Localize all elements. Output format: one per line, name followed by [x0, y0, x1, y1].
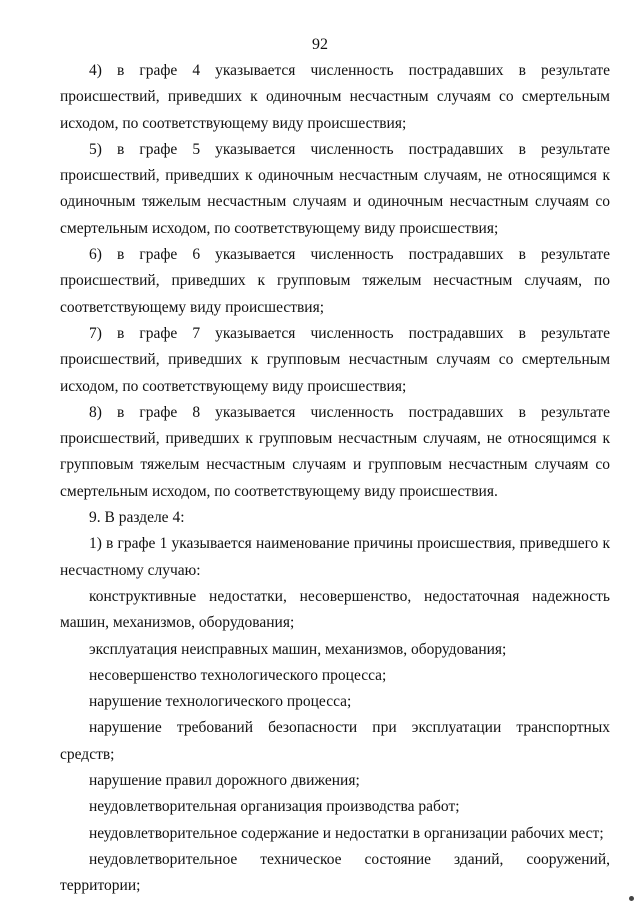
paragraph-item-5: 5) в графе 5 указывается численность пострадавших в результате происшествий, приведших к одиночным несчастным случаям, не относящимся к одиночным тяжелым несчастным случаям и одиночным несчастным случаям со смертельным исходом, по соответствующему виду происшествия;: [60, 140, 610, 237]
cause-list-item: нарушение требований безопасности при эксплуатации транспортных средств;: [60, 719, 610, 763]
cause-list-item: несовершенство технологического процесса;: [89, 666, 387, 684]
paragraph-item-4: 4) в графе 4 указывается численность пострадавших в результате происшествий, приведших к одиночным несчастным случаям со смертельным исходом, по соответствующему виду происшествия;: [60, 62, 610, 132]
cause-list-item: неудовлетворительная организация производства работ;: [89, 798, 460, 816]
cause-list-item: неудовлетворительное содержание и недостатки в организации рабочих мест;: [89, 824, 604, 842]
page-number: 92: [312, 36, 328, 53]
cause-list-item: нарушение технологического процесса;: [89, 693, 352, 711]
cause-list-item: нарушение правил дорожного движения;: [89, 772, 360, 790]
document-body: [60, 58, 610, 900]
section-heading-9: 9. В разделе 4:: [89, 509, 185, 527]
scan-speck: [629, 896, 634, 901]
cause-list-item: эксплуатация неисправных машин, механизмов, оборудования;: [89, 640, 507, 658]
paragraph-item-6: 6) в графе 6 указывается численность пострадавших в результате происшествий, приведших к групповым тяжелым несчастным случаям, по соответствующему виду происшествия;: [60, 246, 610, 316]
cause-list-item: неудовлетворительное техническое состояние зданий, сооружений, территории;: [60, 850, 610, 895]
paragraph-item-1: 1) в графе 1 указывается наименование причины происшествия, приведшего к несчастному случаю:: [60, 535, 610, 579]
paragraph-item-8: 8) в графе 8 указывается численность пострадавших в результате происшествий, приведших к групповым несчастным случаям, не относящимся к групповым тяжелым несчастным случаям и групповым несчастным случаям со смертельным исходом, по соответствующему виду происшествия.: [60, 403, 610, 500]
cause-list-item: конструктивные недостатки, несовершенство, недостаточная надежность машин, механизмов, оборудования;: [60, 587, 610, 632]
paragraph-item-7: 7) в графе 7 указывается численность пострадавших в результате происшествий, приведших к групповым несчастным случаям со смертельным исходом, по соответствующему виду происшествия;: [60, 324, 610, 395]
